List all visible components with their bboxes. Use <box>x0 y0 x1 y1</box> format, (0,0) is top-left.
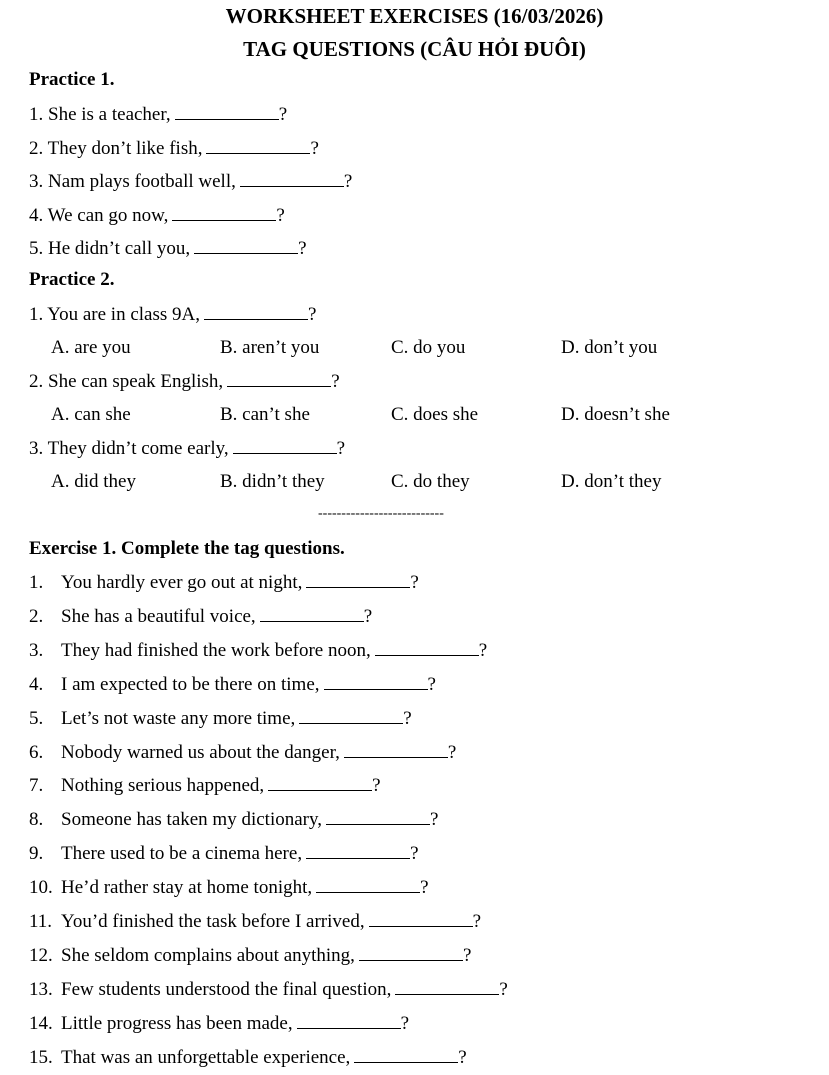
answer-option[interactable]: A. are you <box>51 337 131 358</box>
answer-blank[interactable] <box>306 571 410 588</box>
question-number: 8. <box>29 809 44 831</box>
answer-option[interactable]: D. doesn’t she <box>561 404 670 425</box>
question-text: That was an unforgettable experience, <box>61 1046 351 1068</box>
answer-option[interactable]: B. can’t she <box>220 404 310 425</box>
question-mark: ? <box>430 809 439 831</box>
question-item <box>29 673 436 696</box>
question-mark: ? <box>336 438 346 459</box>
question-item <box>29 707 412 730</box>
answer-option[interactable]: D. don’t you <box>561 337 658 358</box>
question-mark: ? <box>308 304 317 325</box>
section-separator: --------------------------- <box>318 506 444 521</box>
question-mark: ? <box>410 843 419 865</box>
question-number: 5. <box>29 238 48 259</box>
question-mark: ? <box>410 572 419 593</box>
answer-option[interactable]: B. aren’t you <box>220 337 320 358</box>
question-text: You hardly ever go out at night, <box>61 572 303 593</box>
question-item <box>29 639 487 662</box>
question-mark: ? <box>310 137 319 159</box>
answer-blank[interactable] <box>172 204 276 221</box>
answer-blank[interactable] <box>306 842 410 859</box>
question-item <box>29 1046 467 1069</box>
question-item <box>29 978 508 1001</box>
question-number: 13. <box>29 978 53 1000</box>
worksheet-title: WORKSHEET EXERCISES (16/03/2026) <box>225 4 604 28</box>
answer-blank[interactable] <box>204 303 308 320</box>
question-item <box>29 944 471 967</box>
question-number: 3. <box>29 639 44 661</box>
question-item <box>29 808 438 831</box>
question-number: 10. <box>29 877 53 899</box>
answer-blank[interactable] <box>395 978 499 995</box>
question-mark: ? <box>403 707 412 729</box>
question-number: 1. <box>29 304 48 325</box>
question-number: 12. <box>29 944 53 966</box>
question-text: They didn’t come early, <box>47 438 229 459</box>
answer-blank[interactable] <box>299 707 403 724</box>
question-number: 2. <box>29 605 44 627</box>
question-number: 4. <box>29 204 48 226</box>
question-number: 9. <box>29 843 44 865</box>
answer-blank[interactable] <box>268 774 372 791</box>
answer-option[interactable]: D. don’t they <box>561 471 662 492</box>
question-mark: ? <box>462 944 472 966</box>
question-text: Few students understood the final question, <box>61 978 392 1000</box>
question-mark: ? <box>478 639 488 661</box>
question-number: 6. <box>29 741 44 763</box>
answer-blank[interactable] <box>324 673 428 690</box>
answer-blank[interactable] <box>297 1012 401 1029</box>
answer-blank[interactable] <box>227 370 331 387</box>
question-number: 2. <box>29 137 48 159</box>
question-text: Nam plays football well, <box>48 171 236 192</box>
question-number: 11. <box>29 911 53 932</box>
question-item <box>29 842 419 865</box>
question-number: 14. <box>29 1012 53 1034</box>
question-text: Someone has taken my dictionary, <box>61 809 323 831</box>
question-text: You’d finished the task before I arrived, <box>61 911 365 932</box>
question-text: He’d rather stay at home tonight, <box>61 877 313 899</box>
question-item <box>29 774 381 797</box>
question-number: 3. <box>29 171 48 192</box>
question-item <box>29 437 345 460</box>
question-item <box>29 137 319 160</box>
question-mark: ? <box>278 104 288 125</box>
answer-blank[interactable] <box>175 103 279 120</box>
answer-blank[interactable] <box>194 237 298 254</box>
practice1-heading: Practice 1. <box>29 69 115 90</box>
question-item <box>29 1012 409 1035</box>
question-item <box>29 170 352 193</box>
answer-option[interactable]: B. didn’t they <box>220 471 325 492</box>
answer-blank[interactable] <box>240 170 344 187</box>
answer-blank[interactable] <box>375 639 479 656</box>
question-text: Little progress has been made, <box>61 1012 293 1034</box>
question-text: You are in class 9A, <box>47 304 200 325</box>
question-mark: ? <box>276 204 285 226</box>
answer-blank[interactable] <box>326 808 430 825</box>
practice2-heading: Practice 2. <box>29 269 115 290</box>
answer-option[interactable]: A. can she <box>51 404 131 425</box>
question-text: She seldom complains about anything, <box>61 944 355 966</box>
answer-blank[interactable] <box>344 741 448 758</box>
question-text: Let’s not waste any more time, <box>61 707 296 729</box>
question-item <box>29 605 372 628</box>
question-mark: ? <box>499 978 508 1000</box>
question-mark: ? <box>447 741 457 763</box>
question-number: 2. <box>29 371 48 392</box>
question-text: She is a teacher, <box>48 104 171 125</box>
exercise1-heading: Exercise 1. Complete the tag questions. <box>29 538 345 559</box>
answer-option[interactable]: C. does she <box>391 404 479 425</box>
question-mark: ? <box>420 877 429 899</box>
question-item <box>29 370 340 393</box>
question-mark: ? <box>472 911 482 932</box>
question-text: They don’t like fish, <box>47 137 203 159</box>
answer-blank[interactable] <box>359 944 463 961</box>
question-item <box>29 204 285 227</box>
answer-option[interactable]: C. do you <box>391 337 466 358</box>
answer-blank[interactable] <box>316 876 420 893</box>
question-number: 1. <box>29 572 44 593</box>
question-text: We can go now, <box>47 204 169 226</box>
answer-option[interactable]: A. did they <box>51 471 136 492</box>
question-item <box>29 571 419 594</box>
question-number: 5. <box>29 707 44 729</box>
question-text: There used to be a cinema here, <box>61 843 303 865</box>
question-text: He didn’t call you, <box>48 238 191 259</box>
answer-blank[interactable] <box>260 605 364 622</box>
question-number: 3. <box>29 438 48 459</box>
question-mark: ? <box>458 1046 467 1068</box>
worksheet-subtitle: TAG QUESTIONS (CÂU HỎI ĐUÔI) <box>243 37 586 61</box>
question-text: Nothing serious happened, <box>61 775 265 797</box>
answer-blank[interactable] <box>354 1046 458 1063</box>
question-mark: ? <box>343 171 353 192</box>
question-mark: ? <box>372 775 381 797</box>
question-number: 1. <box>29 104 48 125</box>
question-mark: ? <box>331 371 340 392</box>
question-text: She has a beautiful voice, <box>61 605 256 627</box>
question-number: 7. <box>29 775 44 797</box>
question-text: Nobody warned us about the danger, <box>61 741 340 763</box>
question-item <box>29 237 307 260</box>
question-item <box>29 303 316 326</box>
question-mark: ? <box>427 673 436 695</box>
question-item <box>29 103 287 126</box>
question-item <box>29 741 456 764</box>
question-mark: ? <box>363 605 373 627</box>
question-number: 4. <box>29 673 44 695</box>
question-number: 15. <box>29 1046 53 1068</box>
question-mark: ? <box>298 238 307 259</box>
answer-blank[interactable] <box>206 137 310 154</box>
answer-option[interactable]: C. do they <box>391 471 470 492</box>
question-text: I am expected to be there on time, <box>61 673 320 695</box>
answer-blank[interactable] <box>369 910 473 927</box>
question-mark: ? <box>400 1012 410 1034</box>
question-text: She can speak English, <box>48 371 224 392</box>
question-item <box>29 876 429 899</box>
answer-blank[interactable] <box>233 437 337 454</box>
question-item <box>29 910 481 933</box>
question-text: They had finished the work before noon, <box>61 639 371 661</box>
